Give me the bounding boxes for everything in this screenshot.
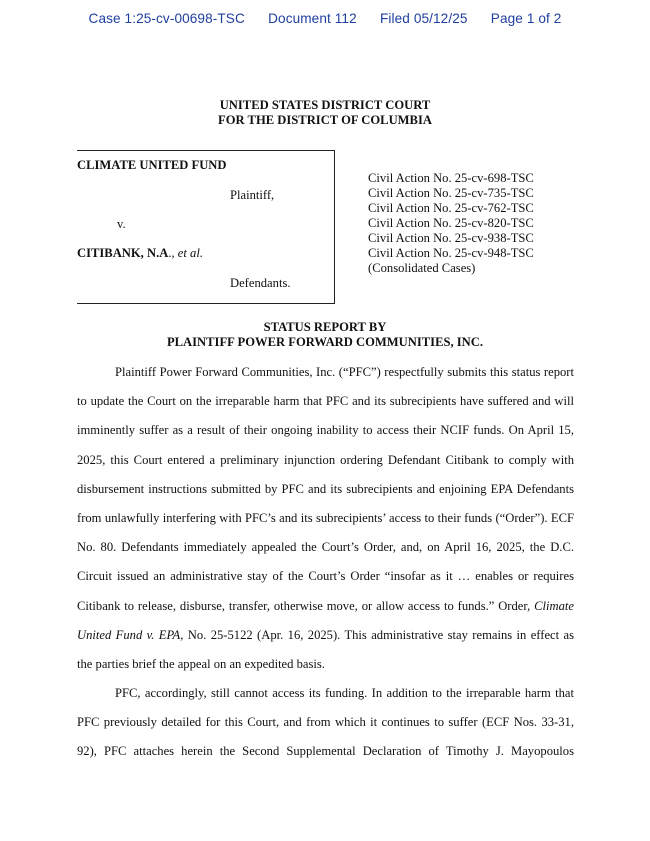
text-line: PFC, accordingly, still cannot access its funding. In addition to the irreparable harm that <box>115 686 574 700</box>
text-line: imminently suffer as a result of their ongoing inability to access their NCIF funds. On April 15, <box>77 423 574 438</box>
case-header: Case 1:25-cv-00698-TSC Document 112 Filed 05/12/25 Page 1 of 2 <box>88 11 562 26</box>
text-line <box>77 592 574 621</box>
case-caption-box <box>77 150 335 304</box>
plaintiff-label: Plaintiff, <box>230 188 275 202</box>
text-line: to update the Court on the irreparable harm that PFC and its subrecipients have suffered and will <box>77 394 574 409</box>
case-citation-italic: Climate <box>534 598 574 613</box>
defendant-name-bold: CITIBANK, N.A <box>77 246 169 260</box>
court-heading-line2: FOR THE DISTRICT OF COLUMBIA <box>218 113 432 127</box>
civil-action-list <box>368 171 534 276</box>
court-heading-line1: UNITED STATES DISTRICT COURT <box>219 98 431 112</box>
court-heading <box>0 98 650 128</box>
civil-action-item: Civil Action No. 25-cv-698-TSC <box>368 171 534 185</box>
case-citation-italic: United Fund v. EPA <box>77 627 181 642</box>
defendant-label: Defendants. <box>230 276 291 290</box>
text-line: Plaintiff Power Forward Communities, Inc. (“PFC”) respectfully submits this status report <box>115 365 574 379</box>
text-line: 92), PFC attaches herein the Second Supplemental Declaration of Timothy J. Mayopoulos <box>77 744 574 759</box>
text-line: 2025, this Court entered a preliminary injunction ordering Defendant Citibank to comply with <box>77 452 574 467</box>
body-paragraph-2 <box>77 679 574 767</box>
plaintiff-name: CLIMATE UNITED FUND <box>77 158 227 172</box>
defendant-name <box>77 246 203 261</box>
document-title-line2: PLAINTIFF POWER FORWARD COMMUNITIES, INC. <box>166 335 484 349</box>
civil-action-item: Civil Action No. 25-cv-938-TSC <box>368 231 534 245</box>
civil-action-item: Civil Action No. 25-cv-735-TSC <box>368 186 534 200</box>
civil-action-item: Civil Action No. 25-cv-820-TSC <box>368 216 534 230</box>
text-line: No. 80. Defendants immediately appealed the Court’s Order, and, on April 16, 2025, the D.C. <box>77 540 574 555</box>
text-run: Citibank to release, disburse, transfer, otherwise move, or allow access to funds.” Order, <box>77 598 535 613</box>
defendant-etal: et al. <box>177 246 203 260</box>
text-run: , No. 25-5122 (Apr. 16, 2025). This administrative stay remains in effect as <box>180 627 574 642</box>
text-line: from unlawfully interfering with PFC’s and its subrecipients’ access to their funds (“Order”). ECF <box>77 510 574 525</box>
text-line: PFC previously detailed for this Court, and from which it continues to suffer (ECF Nos. 33-31, <box>77 715 574 730</box>
document-title <box>0 320 650 350</box>
text-line: the parties brief the appeal on an expedited basis. <box>77 656 325 671</box>
versus: v. <box>117 217 126 231</box>
text-line <box>77 621 574 650</box>
civil-action-item: Civil Action No. 25-cv-762-TSC <box>368 201 534 215</box>
text-line: Circuit issued an administrative stay of the Court’s Order “insofar as it … enables or requires <box>77 569 574 584</box>
text-line: disbursement instructions submitted by PFC and its subrecipients and enjoining EPA Defendants <box>77 481 574 496</box>
consolidated-note: (Consolidated Cases) <box>368 261 476 275</box>
document-title-line1: STATUS REPORT BY <box>263 320 387 334</box>
defendant-suffix: ., <box>168 246 178 260</box>
civil-action-item: Civil Action No. 25-cv-948-TSC <box>368 246 534 260</box>
body-paragraph-1 <box>77 358 574 679</box>
